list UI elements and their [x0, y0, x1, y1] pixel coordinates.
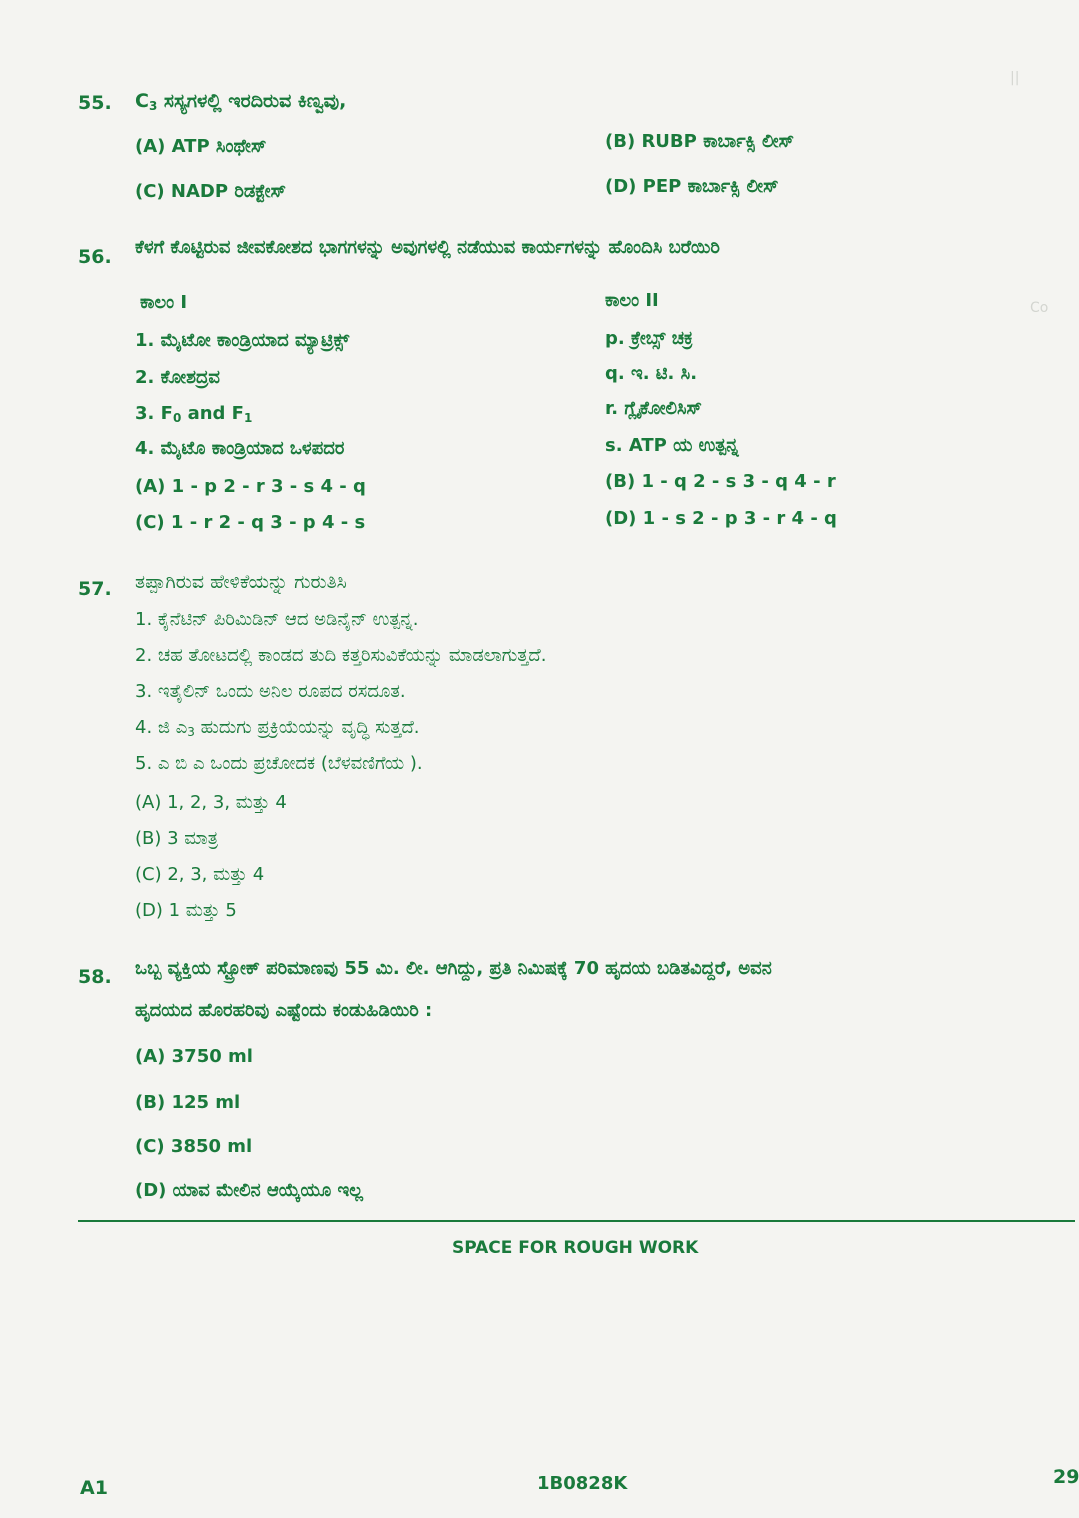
question-number: 55.	[78, 92, 112, 114]
item-text: 3. F	[135, 403, 173, 424]
option-a[interactable]: (A) ATP ಸಿಂಥೇಸ್	[135, 136, 267, 157]
column-1-item: 2. ಕೋಶದ್ರವ	[135, 367, 220, 388]
statement-text: 4. ಜಿ ಎ	[135, 717, 188, 738]
question-stem	[135, 90, 346, 113]
footer-page-number: 29	[1053, 1466, 1079, 1488]
subscript: 0	[172, 411, 182, 425]
column-2-item: s. ATP ಯ ಉತ್ಪನ್ನ	[605, 435, 739, 456]
option-a[interactable]: (A) 1 - p 2 - r 3 - s 4 - q	[135, 476, 366, 497]
statement	[135, 717, 420, 739]
option-a[interactable]: (A) 3750 ml	[135, 1046, 253, 1067]
column-1-title: ಕಾಲಂ I	[140, 292, 188, 313]
column-2-item: q. ಇ. ಟಿ. ಸಿ.	[605, 363, 698, 384]
statement: 5. ಎ ಬಿ ಎ ಒಂದು ಪ್ರಚೋದಕ (ಬೆಳವಣಿಗೆಯ ).	[135, 753, 423, 774]
statement: 2. ಚಹ ತೋಟದಲ್ಲಿ ಕಾಂಡದ ತುದಿ ಕತ್ತರಿಸುವಿಕೆಯನ್ನು ಮಾಡಲಾಗುತ್ತದೆ.	[135, 645, 547, 666]
column-1-item	[135, 403, 252, 425]
option-b[interactable]: (B) 125 ml	[135, 1092, 241, 1113]
column-2-title: ಕಾಲಂ II	[605, 290, 659, 311]
option-b[interactable]: (B) 1 - q 2 - s 3 - q 4 - r	[605, 471, 836, 492]
statement: 3. ಇತೈಲಿನ್ ಒಂದು ಅನಿಲ ರೂಪದ ರಸದೂತ.	[135, 681, 406, 702]
option-c[interactable]: (C) 2, 3, ಮತ್ತು 4	[135, 864, 265, 885]
option-c[interactable]: (C) NADP ರಿಡಕ್ಟೇಸ್	[135, 181, 286, 202]
bleed-through-text: Co	[1030, 300, 1049, 316]
footer-version-code: A1	[80, 1477, 108, 1499]
question-stem: ಒಬ್ಬ ವ್ಯಕ್ತಿಯ ಸ್ಟ್ರೋಕ್ ಪರಿಮಾಣವು 55 ಮಿ. ಲೀ. ಆಗಿದ್ದು, ಪ್ರತಿ ನಿಮಿಷಕ್ಕೆ 70 ಹೃದಯ ಬಡಿತವಿದ್ದರೆ, ಅವನ	[135, 958, 772, 979]
option-b[interactable]: (B) RUBP ಕಾರ್ಬಾಕ್ಸಿ ಲೀಸ್	[605, 131, 794, 152]
option-d[interactable]: (D) ಯಾವ ಮೇಲಿನ ಆಯ್ಕೆಯೂ ಇಲ್ಲ	[135, 1180, 363, 1201]
subscript: 1	[243, 411, 253, 425]
stem-text: C	[135, 90, 149, 112]
option-d[interactable]: (D) 1 - s 2 - p 3 - r 4 - q	[605, 508, 837, 529]
statement-text: ಹುದುಗು ಪ್ರಕ್ರಿಯೆಯನ್ನು ವೃದ್ಧಿ ಸುತ್ತದೆ.	[194, 717, 420, 738]
column-1-item: 1. ಮೈಟೋ ಕಾಂಡ್ರಿಯಾದ ಮ್ಯಾಟ್ರಿಕ್ಸ್	[135, 330, 350, 351]
statement: 1. ಕೈನೆಟಿನ್ ಪಿರಿಮಿಡಿನ್ ಆದ ಅಡಿನೈನ್ ಉತ್ಪನ್ನ.	[135, 609, 419, 630]
footer-booklet-code: 1B0828K	[537, 1473, 628, 1494]
subscript: 3	[148, 99, 158, 113]
question-stem: ಕೆಳಗೆ ಕೊಟ್ಟಿರುವ ಜೀವಕೋಶದ ಭಾಗಗಳನ್ನು ಅವುಗಳಲ್ಲಿ ನಡೆಯುವ ಕಾರ್ಯಗಳನ್ನು ಹೊಂದಿಸಿ ಬರೆಯಿರಿ	[135, 237, 720, 258]
question-number: 56.	[78, 246, 112, 268]
column-1-item: 4. ಮೈಟೊ ಕಾಂಡ್ರಿಯಾದ ಒಳಪದರ	[135, 438, 345, 459]
question-number: 57.	[78, 578, 112, 600]
column-2-item: p. ಕ್ರೇಬ್ಸ್ ಚಕ್ರ	[605, 328, 693, 349]
option-c[interactable]: (C) 3850 ml	[135, 1136, 253, 1157]
question-number: 58.	[78, 966, 112, 988]
stem-text: ಸಸ್ಯಗಳಲ್ಲಿ ಇರದಿರುವ ಕಿಣ್ವವು,	[157, 90, 347, 112]
option-a[interactable]: (A) 1, 2, 3, ಮತ್ತು 4	[135, 792, 287, 813]
option-b[interactable]: (B) 3 ಮಾತ್ರ	[135, 828, 219, 849]
divider-rule	[78, 1220, 1075, 1222]
option-d[interactable]: (D) 1 ಮತ್ತು 5	[135, 900, 237, 921]
question-stem: ತಪ್ಪಾಗಿರುವ ಹೇಳಿಕೆಯನ್ನು ಗುರುತಿಸಿ	[135, 571, 347, 593]
rough-work-label: SPACE FOR ROUGH WORK	[452, 1238, 699, 1258]
column-2-item: r. ಗ್ಲೈಕೋಲಿಸಿಸ್	[605, 398, 702, 419]
option-d[interactable]: (D) PEP ಕಾರ್ಬಾಕ್ಸಿ ಲೀಸ್	[605, 176, 779, 197]
option-c[interactable]: (C) 1 - r 2 - q 3 - p 4 - s	[135, 512, 366, 533]
subscript: 3	[187, 725, 195, 739]
question-stem: ಹೃದಯದ ಹೊರಹರಿವು ಎಷ್ಟೆಂದು ಕಂಡುಹಿಡಿಯಿರಿ :	[135, 1000, 433, 1021]
bleed-through-text: ||	[1010, 70, 1020, 86]
item-text: and F	[181, 403, 244, 424]
